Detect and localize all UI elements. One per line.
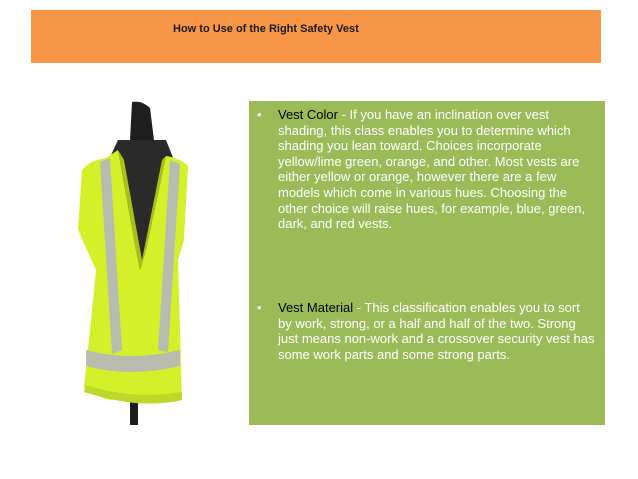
content-box [249, 101, 605, 425]
title-bar [31, 10, 601, 63]
bullet-term: Vest Color [278, 107, 338, 122]
mannequin-neck [130, 102, 154, 140]
bullet-symbol: • [257, 300, 262, 315]
slide-title: How to Use of the Right Safety Vest [173, 23, 359, 35]
bullet-vest-material [257, 300, 597, 362]
bullet-description: - If you have an inclination over vest shading, this class enables you to determine which shading you lean toward. Choices incorporate yellow/lime green, orange, and other. Most vests are either yellow or orange, however there are a few models which come in various hues. Choosing the other choice will raise hues, for example, blue, green, dark, and red vests. [278, 107, 586, 232]
bullet-description: - This classification enables you to sort by work, strong, or a half and half of the two. Strong just means non-work and a crossover security vest has some work parts and some strong parts. [278, 300, 595, 362]
bullet-symbol: • [257, 107, 262, 122]
bullet-vest-color [257, 107, 597, 232]
safety-vest-illustration [70, 100, 210, 425]
vest-image [70, 100, 210, 425]
bullet-term: Vest Material [278, 300, 354, 315]
bullet-text [278, 107, 597, 232]
bullet-text [278, 300, 597, 362]
